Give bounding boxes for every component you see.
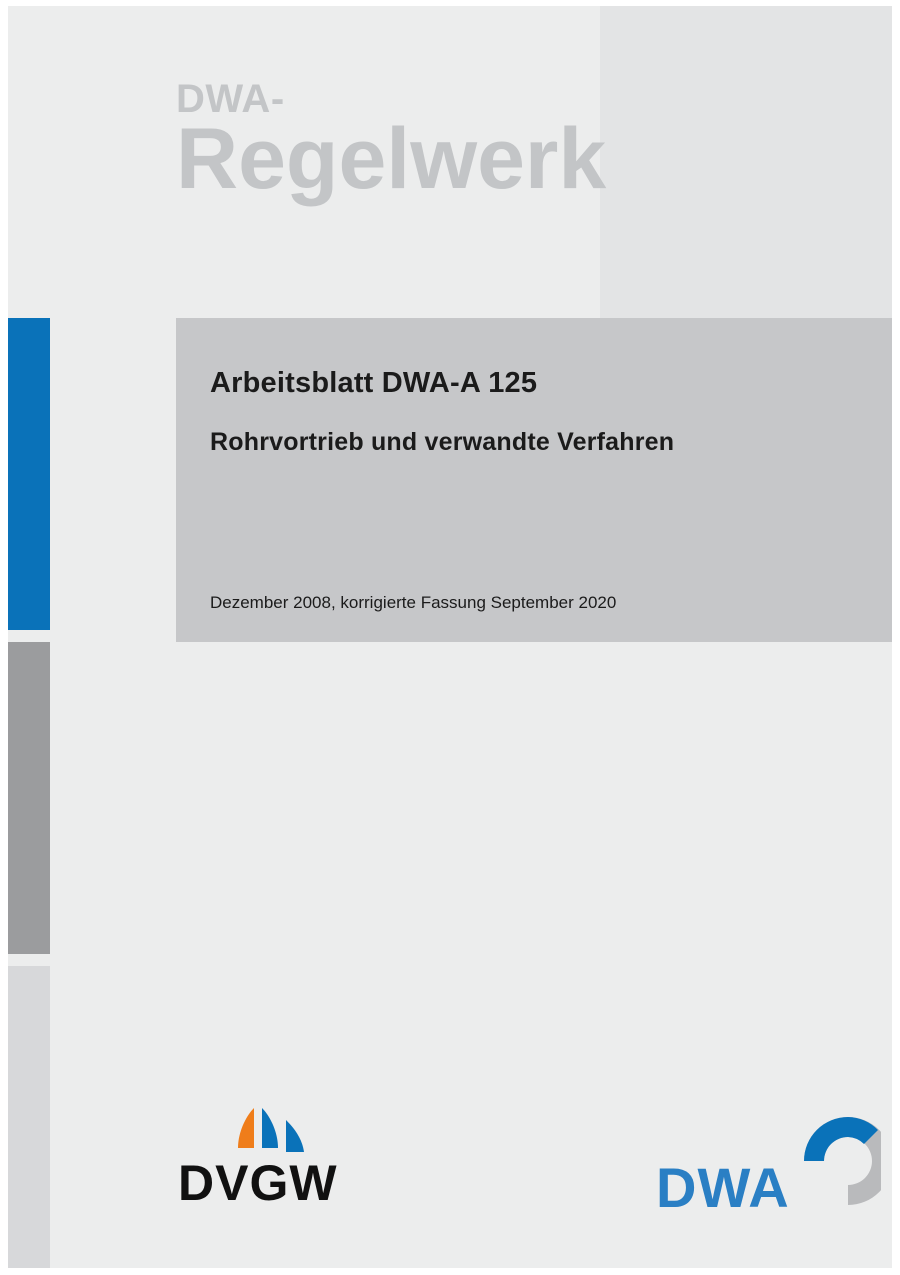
masthead [176,77,776,207]
svg-text:DWA: DWA [656,1156,790,1219]
dwa-logo-graphic [656,1091,881,1221]
cover-sheet [8,6,892,1268]
document-subtitle: Rohrvortrieb und verwandte Verfahren [210,428,675,456]
dwa-logo [656,1091,881,1221]
title-block [176,318,892,642]
dvgw-logo [176,1096,356,1216]
document-title: Arbeitsblatt DWA-A 125 [210,367,538,399]
document-date: Dezember 2008, korrigierte Fassung September 2020 [210,593,617,612]
sidebar-color-bar-light [8,966,50,1268]
sidebar-color-bar-gray [8,642,50,954]
masthead-line-2: Regelwerk [176,111,607,207]
dvgw-logo-graphic [176,1096,356,1216]
sidebar-color-bar-blue [8,318,50,630]
svg-text:DVGW: DVGW [178,1155,338,1211]
masthead-line-1: DWA- [176,77,285,121]
